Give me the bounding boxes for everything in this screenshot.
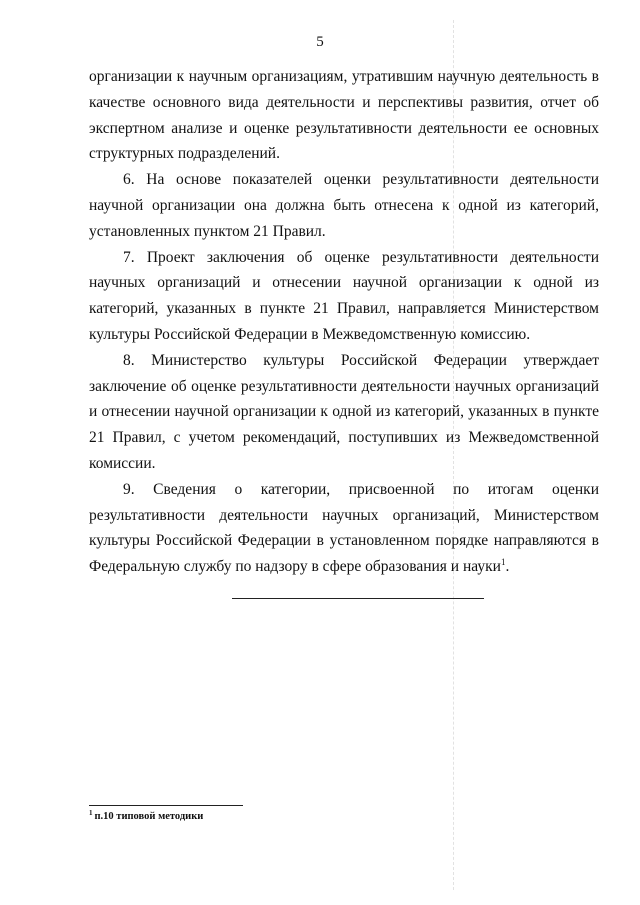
page-number: 5 bbox=[316, 34, 324, 50]
document-body bbox=[89, 64, 599, 580]
paragraph-continued: организации к научным организациям, утратившим научную деятельность в качестве основного вида деятельности и перспективы развития, отчет об экспертном анализе и оценке результативности деятельности ее основных структурных подразделений. bbox=[89, 68, 599, 163]
paragraph-9: 9. Сведения о категории, присвоенной по итогам оценки результативности деятельности научных организаций, Министерством культуры Российской Федерации в установленном порядке направляются в Федеральную службу по надзору в сфере образования и науки$^1$. bbox=[89, 480, 599, 576]
paragraph-9-text: 9. Сведения о категории, присвоенной по итогам оценки результативности деятельности научных организаций, Министерством культуры Российской Федерации в установленном порядке направляются в Федеральную службу по надзору в сфере образования и науки bbox=[89, 480, 599, 576]
paragraph-6: 6. На основе показателей оценки результативности деятельности научной организации она должна быть отнесена к одной из категорий, установленных пунктом 21 Правил. bbox=[89, 171, 599, 240]
end-of-text-rule bbox=[232, 598, 484, 599]
paragraph-8: 8. Министерство культуры Российской Федерации утверждает заключение об оценке результативности деятельности научных организаций и отнесении научной организации к одной из категорий, указанных в пункте 21 Правил, с учетом рекомендаций, поступивших из Межведомственной комиссии. bbox=[89, 351, 599, 472]
paragraph-7: 7. Проект заключения об оценке результативности деятельности научных организаций и отнесении научной организации к одной из категорий, указанных в пункте 21 Правил, направляется Министерством культуры Российской Федерации в Межведомственную комиссию. bbox=[89, 248, 599, 343]
footnote-separator bbox=[89, 805, 243, 806]
footnote bbox=[89, 808, 204, 822]
footnote-text: п.10 типовой методики bbox=[94, 811, 204, 822]
footnote-reference: 1 bbox=[500, 556, 506, 567]
footnote-mark: 1 bbox=[89, 808, 93, 817]
